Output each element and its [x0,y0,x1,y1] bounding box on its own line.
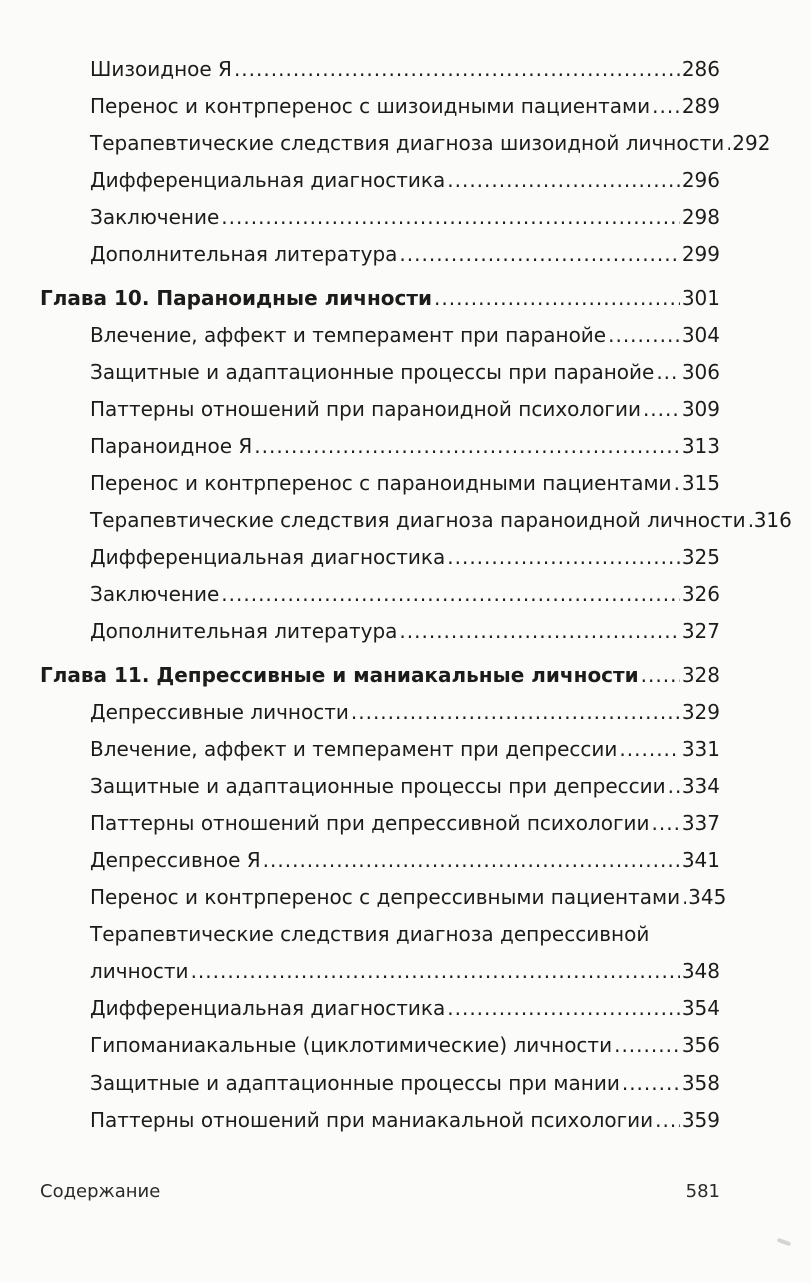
leader-dots [643,396,680,422]
toc-entry-page: 306 [681,359,720,384]
toc-entry-page: 354 [681,996,720,1021]
leader-dots [652,810,680,836]
leader-dots [254,433,680,459]
leader-dots [447,995,680,1021]
toc-entry-title: Дифференциальная диагностика [90,996,446,1021]
toc-entry-title: Заключение [90,582,220,607]
toc-entry-title: Терапевтические следствия диагноза шизоидной личности [90,131,725,156]
leader-dots [447,544,680,570]
chapter-page: 328 [681,662,720,687]
toc-entry-title: Дополнительная литература [90,242,398,267]
toc-entry-page: 348 [681,959,720,984]
leader-dots [614,1032,680,1058]
chapter-title: Глава 11. Депрессивные и маниакальные личности [40,662,639,687]
toc-entry [40,56,720,93]
leader-dots [447,167,680,193]
toc-entry-title: Защитные и адаптационные процессы при паранойе [90,359,655,384]
leader-dots [434,285,680,311]
toc-entry [40,773,720,810]
toc-entry-title: Дополнительная литература [90,619,398,644]
toc-entry-page: 329 [681,699,720,724]
toc-entry [40,167,720,204]
toc-entry-page: 292 [732,131,771,156]
toc-entry-title: Терапевтические следствия диагноза параноидной личности [90,508,746,533]
toc-entry-page: 299 [681,242,720,267]
toc-entry [40,581,720,618]
toc-entry [40,544,720,581]
leader-dots [726,130,730,156]
footer-section-title: Содержание [40,1181,161,1202]
toc-entry-title: Гипоманиакальные (циклотимические) личности [90,1033,613,1058]
toc-entry-title: Паттерны отношений при маниакальной психологии [90,1107,654,1132]
leader-dots [622,1070,680,1096]
leader-dots [399,618,679,644]
toc-entry-title-line2: личности [90,959,189,984]
toc-entry [40,433,720,470]
toc-entry [40,884,727,921]
chapter-page: 301 [681,285,720,310]
toc-entry-title: Дифференциальная диагностика [90,168,446,193]
toc-entry [40,470,720,507]
toc-entry-title: Дифференциальная диагностика [90,545,446,570]
toc-entry-title: Защитные и адаптационные процессы при депрессии [90,773,666,798]
leader-dots [668,773,680,799]
toc-entry [40,1070,720,1107]
chapter-title: Глава 10. Параноидные личности [40,285,433,310]
leader-dots [748,507,752,533]
toc-entry-title: Шизоидное Я [90,57,232,81]
toc-entry [40,618,720,655]
leader-dots [674,470,680,496]
leader-dots [191,958,680,984]
toc-entry [40,204,720,241]
leader-dots [682,884,686,910]
toc-entry-title-line1: Терапевтические следствия диагноза депрессивной [90,922,650,947]
toc-entry [40,396,720,433]
toc-entry-title: Параноидное Я [90,433,253,458]
toc-entry-page: 345 [688,885,727,910]
toc-entry-page: 286 [681,57,720,81]
toc-chapter-heading [40,662,720,699]
toc-entry-title: Перенос и контрперенос с параноидными пациентами [90,471,672,496]
toc-entry-title: Заключение [90,205,220,230]
toc-entry-title: Депрессивное Я [90,847,261,872]
toc-entry-page: 316 [753,508,792,533]
toc-entry [40,241,720,278]
toc-entry [40,130,771,167]
toc-entry-page: 327 [681,619,720,644]
leader-dots [655,1107,680,1133]
toc-entry-page: 331 [681,736,720,761]
toc-entry-title: Влечение, аффект и темперамент при депрессии [90,736,618,761]
toc-entry-page: 356 [681,1033,720,1058]
toc-entry-title: Депрессивные личности [90,699,349,724]
toc-entry-page: 358 [681,1070,720,1095]
toc-entry [40,921,720,995]
toc-chapter-heading [40,285,720,322]
toc-entry-page: 341 [681,847,720,872]
leader-dots [221,204,680,230]
toc-entry [40,1032,720,1069]
toc-entry-page: 296 [681,168,720,193]
toc-entry-title: Перенос и контрперенос с депрессивными пациентами [90,885,681,910]
toc-entry-page: 309 [681,396,720,421]
toc-entry-page: 359 [681,1107,720,1132]
toc-entry [40,322,720,359]
leader-dots [619,736,679,762]
toc-entry-page: 315 [681,471,720,496]
leader-dots [641,662,680,688]
toc-entry-title: Паттерны отношений при параноидной психологии [90,396,641,421]
toc-entry [40,736,720,773]
leader-dots [263,847,680,873]
toc-entry [40,995,720,1032]
page-footer [40,1181,720,1202]
toc-entry-page: 289 [681,94,720,119]
toc-entry-title: Паттерны отношений при депрессивной психологии [90,810,650,835]
toc-entry [40,1107,720,1144]
leader-dots [234,56,680,82]
table-of-contents [40,56,792,1144]
toc-entry-page: 326 [681,582,720,607]
toc-entry-page: 337 [681,810,720,835]
toc-entry-title: Влечение, аффект и темперамент при паранойе [90,322,607,347]
toc-entry-page: 325 [681,545,720,570]
footer-page-number: 581 [685,1181,720,1202]
scan-mark [777,1238,792,1247]
leader-dots [608,322,680,348]
toc-entry-page: 304 [681,322,720,347]
toc-entry-title: Защитные и адаптационные процессы при мании [90,1070,620,1095]
leader-dots [652,93,680,119]
toc-entry-page: 334 [681,773,720,798]
toc-entry-page: 313 [681,433,720,458]
toc-entry [40,359,720,396]
toc-entry [40,507,792,544]
toc-entry-title: Перенос и контрперенос с шизоидными пациентами [90,94,651,119]
toc-entry [40,699,720,736]
toc-entry-page: 298 [681,205,720,230]
toc-entry-line2 [90,958,720,995]
leader-dots [351,699,680,725]
leader-dots [221,581,680,607]
toc-entry [40,93,720,130]
toc-entry [40,810,720,847]
toc-entry [40,847,720,884]
leader-dots [656,359,679,385]
leader-dots [399,241,679,267]
